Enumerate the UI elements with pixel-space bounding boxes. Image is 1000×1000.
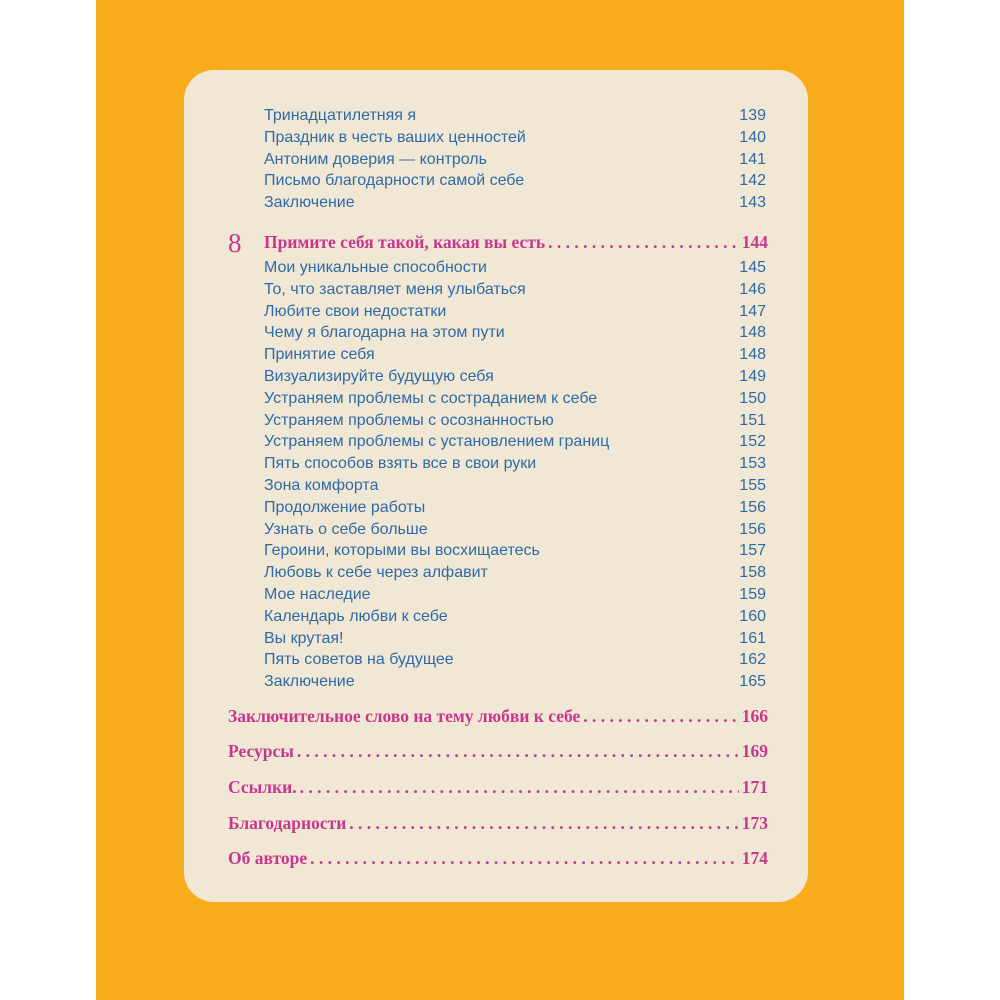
toc-entry-page: 160 [739,607,766,625]
dot-leader [583,706,738,727]
toc-entry [264,608,766,630]
dot-leader [548,232,739,253]
toc-entry-page: 139 [739,107,766,124]
toc-entry [264,542,766,564]
toc-entry-page: 147 [739,302,766,320]
toc-entry-title: Любовь к себе через алфавит [264,564,488,582]
toc-top-list [264,107,766,216]
toc-entry [264,586,766,608]
toc-entry-page: 145 [739,259,766,276]
toc-entry-page: 146 [739,280,766,298]
toc-entry [264,521,766,543]
toc-entry-title: Письмо благодарности самой себе [264,172,525,190]
major-entry-title: Ресурсы [228,741,294,761]
toc-entry [264,673,766,695]
toc-entry [264,651,766,673]
toc-entry [264,433,766,455]
dot-leader [310,848,739,869]
toc-entry [264,499,766,521]
toc-entry-page: 157 [739,542,766,560]
major-entry-title: Заключительное слово на тему любви к себе [228,706,581,726]
toc-entry-page: 150 [739,389,766,407]
toc-card [184,70,808,902]
back-matter-entry-resources [228,741,768,762]
toc-entry [264,564,766,586]
book-page [96,0,904,1000]
toc-entry-title: Устраняем проблемы с осознанностью [264,411,554,429]
toc-entry [264,172,766,194]
toc-entry [264,303,766,325]
toc-entry-title: То, что заставляет меня улыбаться [264,280,526,298]
toc-entry-title: Продолжение работы [264,498,426,516]
toc-entry-page: 141 [739,150,766,168]
toc-entry [264,151,766,173]
toc-entry-title: Мои уникальные способности [264,259,487,276]
toc-entry-page: 162 [739,651,766,669]
back-matter-entry-references [228,777,768,798]
toc-entry-title: Зона комфорта [264,476,379,494]
dot-leader [349,813,738,834]
toc-entry-title: Антоним доверия — контроль [264,150,487,168]
toc-entry-page: 149 [739,367,766,385]
chapter-title-line [264,232,768,253]
toc-entry-title: Пять способов взять все в свои руки [264,455,537,473]
toc-entry-title: Чему я благодарна на этом пути [264,324,505,342]
toc-entry [264,477,766,499]
dot-leader [297,741,739,762]
toc-entry-page: 156 [739,520,766,538]
toc-entry-page: 153 [739,455,766,473]
toc-entry [264,129,766,151]
toc-entry-title: Вы крутая! [264,629,344,647]
toc-entry [264,368,766,390]
toc-entry-title: Календарь любви к себе [264,607,448,625]
toc-entry-page: 143 [739,194,766,212]
toc-entry-page: 152 [739,433,766,451]
toc-entry-title: Узнать о себе больше [264,520,428,538]
toc-entry-title: Визуализируйте будущую себя [264,367,494,385]
toc-entry [264,281,766,303]
major-entry-page: 173 [741,813,768,833]
toc-entry-title: Принятие себя [264,346,375,364]
chapter-title: Примите себя такой, какая вы есть [264,232,546,252]
toc-entry-page: 156 [739,498,766,516]
chapter-heading [228,228,768,258]
toc-entry-title: Заключение [264,673,355,691]
toc-entry-page: 148 [739,324,766,342]
major-entry-title: Ссылки. [228,777,297,797]
toc-entry-page: 155 [739,476,766,494]
toc-entry-title: Заключение [264,194,355,212]
toc-entry-page: 165 [739,673,766,691]
toc-entry-page: 142 [739,172,766,190]
major-entry-page: 169 [741,741,768,761]
back-matter-entry-acknowledgements [228,813,768,834]
toc-entry-title: Любите свои недостатки [264,302,447,320]
chapter-number: 8 [228,228,242,258]
major-entry-title: Об авторе [228,848,308,868]
major-entry-title: Благодарности [228,813,347,833]
toc-entry-page: 161 [739,629,766,647]
toc-entry-page: 148 [739,346,766,364]
toc-entry-page: 151 [739,411,766,429]
toc-chapter-list [264,259,766,695]
toc-entry [264,346,766,368]
toc-entry-title: Пять советов на будущее [264,651,454,669]
toc-entry [264,630,766,652]
toc-entry-page: 159 [739,585,766,603]
chapter-page: 144 [741,232,768,252]
toc-entry [264,412,766,434]
toc-entry-title: Героини, которыми вы восхищаетесь [264,542,540,560]
toc-entry-title: Мое наследие [264,585,371,603]
toc-entry-page: 140 [739,128,766,146]
toc-entry [264,390,766,412]
toc-entry-title: Праздник в честь ваших ценностей [264,128,526,146]
toc-entry [264,107,766,129]
toc-entry [264,455,766,477]
major-entry-page: 174 [741,848,768,868]
back-matter-entry-final-words [228,706,768,727]
toc-entry [264,259,766,281]
major-entry-page: 171 [741,777,768,797]
back-matter-entry-about-author [228,848,768,869]
major-entry-page: 166 [741,706,768,726]
toc-entry-title: Устраняем проблемы с установлением границ [264,433,610,451]
toc-entry [264,324,766,346]
toc-entry-page: 158 [739,564,766,582]
toc-entry-title: Тринадцатилетняя я [264,107,417,124]
dot-leader [300,777,739,798]
toc-entry-title: Устраняем проблемы с состраданием к себе [264,389,598,407]
toc-entry [264,194,766,216]
